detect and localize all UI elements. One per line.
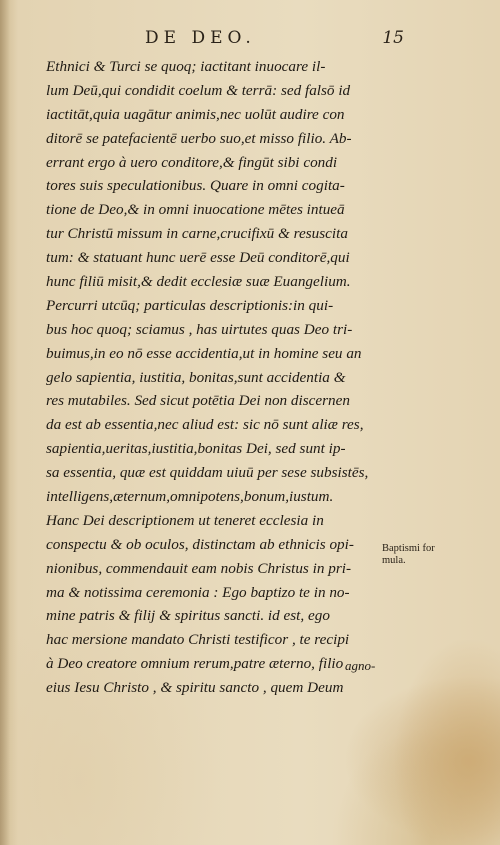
text-line: conspectu & ob oculos, distinctam ab ethnicis opi- (46, 535, 354, 553)
catchword: agno- (345, 658, 376, 673)
text-line: tione de Deo,& in omni inuocatione mētes intueā (46, 201, 345, 219)
text-line: tum: & statuant hunc uerē esse Deū conditorē,qui (46, 249, 350, 267)
margin-note-line: mula. (382, 555, 406, 566)
margin-note (382, 543, 452, 567)
text-line: buimus,in eo nō esse accidentia,ut in homine seu an (46, 344, 362, 362)
gutter-shadow (0, 0, 10, 845)
text-line: tur Christū missum in carne,crucifixū & resuscita (46, 225, 348, 243)
text-line: intelligens,æternum,omnipotens,bonum,iustum. (46, 488, 334, 506)
running-head: DE DEO. (145, 28, 256, 48)
margin-note-line: Baptismi for (382, 543, 435, 554)
text-line: hac mersione mandato Christi testificor , te recipi (46, 631, 350, 649)
body-text (46, 55, 391, 700)
water-stain (395, 640, 500, 845)
text-line: gelo sapientia, iustitia, bonitas,sunt accidentia & (46, 368, 346, 386)
text-line: res mutabiles. Sed sicut potētia Dei non discernen (46, 392, 350, 410)
text-line: à Deo creatore omnium rerum,patre æterno, filio (46, 655, 344, 673)
text-line: iactitāt,quia uagātur animis,nec uolūt audire con (46, 105, 345, 123)
text-line: bus hoc quoq; sciamus , has uirtutes quas Deo tri- (46, 320, 353, 338)
text-line: hunc filiū misit,& dedit ecclesiæ suæ Euangelium. (46, 273, 351, 291)
text-line: Hanc Dei descriptionem ut teneret ecclesia in (46, 511, 324, 529)
text-line: mine patris & filij & spiritus sancti. id est, ego (46, 607, 330, 625)
text-line: tores suis speculationibus. Quare in omni cogita- (46, 177, 345, 195)
text-line: sapientia,ueritas,iustitia,bonitas Dei, sed sunt ip- (46, 440, 346, 458)
text-line: sa essentia, quæ est quiddam uiuū per sese subsistēs, (46, 464, 369, 482)
text-line: Percurri utcūq; particulas descriptionis:in qui- (46, 296, 334, 314)
text-line: Ethnici & Turci se quoq; iactitant inuocare il- (46, 58, 326, 75)
text-line: lum Deū,qui condidit coelum & terrā: sed falsō id (46, 81, 351, 99)
text-line: eius Iesu Christo , & spiritu sancto , quem Deum (46, 679, 344, 697)
folio-number: 15 (382, 28, 404, 48)
text-line: ditorē se patefacientē uerbo suo,et misso filio. Ab- (46, 129, 352, 147)
text-line: errant ergo à uero conditore,& fingūt sibi condi (46, 153, 338, 171)
text-line: ma & notissima ceremonia : Ego baptizo te in no- (46, 583, 350, 601)
text-line: nionibus, commendauit eam nobis Christus in pri- (46, 559, 352, 577)
text-line: da est ab essentia,nec aliud est: sic nō sunt aliæ res, (46, 416, 364, 434)
